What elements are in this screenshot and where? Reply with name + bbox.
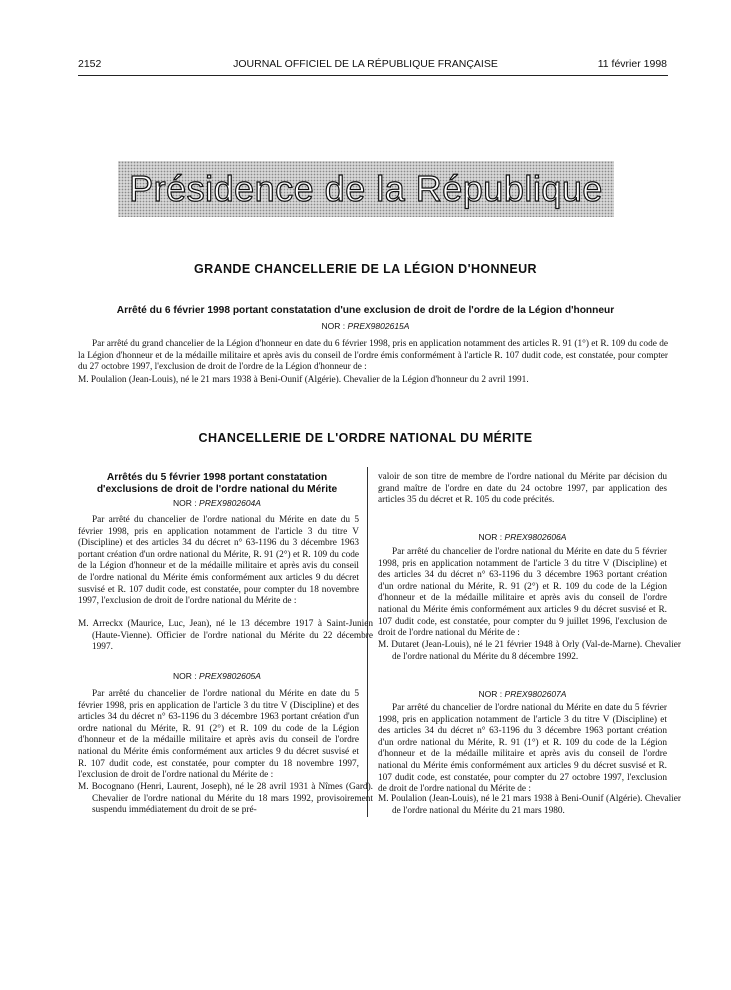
excluded-person-1: M. Arreckx (Maurice, Luc, Jean), né le 13 décembre 1917 à Saint-Junien (Haute-Vienne). Officier de l'ordre national du Mérite du 22 décembre 1997. <box>78 619 373 653</box>
nor-label: NOR : <box>478 532 503 542</box>
nor-reference <box>378 532 667 542</box>
arretes-title-merite <box>78 472 356 496</box>
nor-code: PREX9802615A <box>347 321 410 331</box>
nor-code: PREX9802606A <box>504 532 567 542</box>
section-title-legion-honneur: GRANDE CHANCELLERIE DE LA LÉGION D'HONNEUR <box>194 262 537 276</box>
nor-code: PREX9802604A <box>199 498 261 508</box>
excluded-person-4: M. Poulalion (Jean-Louis), né le 21 mars 1938 à Beni-Ounif (Algérie). Chevalier de l'ordre national du Mérite du 21 mars 1980. <box>378 794 681 816</box>
issue-date: 11 février 1998 <box>597 58 667 70</box>
nor-label: NOR : <box>173 671 197 681</box>
nor-label: NOR : <box>478 689 503 699</box>
arrete-body-1: Par arrêté du chancelier de l'ordre national du Mérite en date du 5 février 1998, pris en application notamment de l'article 3 du titre V (Discipline) et des articles 34 du décret n° 63-1196 du 3 décembre 1963 portant création d'un ordre national du Mérite, R. 91 (2°) et R. 109 du code de la Légion d'honneur et de la médaille militaire et après avis du conseil de l'ordre national du Mérite émis conformément aux articles 9 du décret susvisé et R. 107 dudit code, est constatée, pour compter du 18 novembre 1997, l'exclusion de droit de l'ordre national du Mérite de : <box>78 515 359 607</box>
header-rule <box>78 75 668 76</box>
arretes-title-line2: d'exclusions de droit de l'ordre national du Mérite <box>96 484 338 495</box>
journal-title: JOURNAL OFFICIEL DE LA RÉPUBLIQUE FRANÇAISE <box>233 58 498 70</box>
section-title-ordre-merite: CHANCELLERIE DE L'ORDRE NATIONAL DU MÉRITE <box>198 431 533 445</box>
arrete-body-2: Par arrêté du chancelier de l'ordre national du Mérite en date du 5 février 1998, pris en application de l'article 3 du titre V (Discipline) et des articles 34 du décret n° 63-1196 du 3 décembre 1963 portant création d'un ordre national du Mérite, R. 91 (2°) et R. 109 du code de la Légion d'honneur et de la médaille militaire et après avis du conseil de l'ordre national du Mérite émis conformément aux articles 9 du décret susvisé et R. 107 dudit code, est constatée, pour compter du 18 novembre 1997, l'exclusion de droit de l'ordre national du Mérite de : <box>78 689 359 781</box>
arretes-title-line1: Arrêtés du 5 février 1998 portant constatation <box>106 472 328 483</box>
nor-code: PREX9802605A <box>199 671 261 681</box>
nor-reference <box>78 498 356 508</box>
page-number: 2152 <box>78 58 102 70</box>
banner-title: Présidence de la République <box>129 168 603 209</box>
arrete-title-legion: Arrêté du 6 février 1998 portant constatation d'une exclusion de droit de l'ordre de la Légion d'honneur <box>116 305 615 316</box>
nor-label: NOR : <box>321 321 346 331</box>
continuation-text: valoir de son titre de membre de l'ordre national du Mérite par décision du grand maître de l'ordre en date du 24 octobre 1997, par application des articles 35 du décret et R. 105 du code précités. <box>378 472 667 506</box>
arrete-body-legion: Par arrêté du grand chancelier de la Légion d'honneur en date du 6 février 1998, pris en application notamment des articles R. 91 (1°) et R. 109 du code de la Légion d'honneur et de la médaille militaire et après avis du conseil de l'ordre émis conformément à l'article R. 107 dudit code, est constatée, pour compter du 27 octobre 1997, l'exclusion de droit de l'ordre de la Légion d'honneur de : <box>78 339 668 373</box>
excluded-person-2: M. Bocognano (Henri, Laurent, Joseph), né le 28 avril 1931 à Nîmes (Gard). Chevalier de l'ordre national du Mérite du 18 mars 1992, provisoirement suspendu immédiatement du droit de se pré- <box>78 782 373 816</box>
presidence-banner <box>118 161 614 217</box>
nor-reference <box>378 689 667 699</box>
excluded-person-legion: M. Poulalion (Jean-Louis), né le 21 mars 1938 à Beni-Ounif (Algérie). Chevalier de la Légion d'honneur du 2 avril 1991. <box>78 375 529 385</box>
nor-code: PREX9802607A <box>504 689 567 699</box>
nor-reference <box>78 671 356 681</box>
arrete-body-3: Par arrêté du chancelier de l'ordre national du Mérite en date du 5 février 1998, pris en application notamment de l'article 3 du titre V (Discipline) et des articles 34 du décret n° 63-1196 du 3 décembre 1963 portant création d'un ordre national du Mérite, R. 91 (2°) et R. 109 du code de la Légion d'honneur et de la médaille militaire et après avis du conseil de l'ordre national du Mérite émis conformément aux articles 9 du décret susvisé et R. 107 dudit code, est constatée, pour compter du 9 juillet 1996, l'exclusion de droit de l'ordre national du Mérite de : <box>378 547 667 639</box>
arrete-body-4: Par arrêté du chancelier de l'ordre national du Mérite en date du 5 février 1998, pris en application notamment de l'article 3 du titre V (Discipline) et des articles 34 du décret n° 63-1196 du 3 décembre 1963 portant création d'un ordre national du Mérite, R. 91 (1°) et R. 109 du code de la Légion d'honneur et de la médaille militaire et après avis du conseil de l'ordre national du Mérite émis conformément aux articles 9 du décret susvisé et R. 107 dudit code, est constatée, pour compter du 27 octobre 1997, l'exclusion de droit de l'ordre national du Mérite de : <box>378 703 667 795</box>
excluded-person-3: M. Dutaret (Jean-Louis), né le 21 février 1948 à Orly (Val-de-Marne). Chevalier de l'ordre national du Mérite du 8 décembre 1992. <box>378 640 681 662</box>
nor-label: NOR : <box>173 498 197 508</box>
nor-reference <box>0 321 731 331</box>
